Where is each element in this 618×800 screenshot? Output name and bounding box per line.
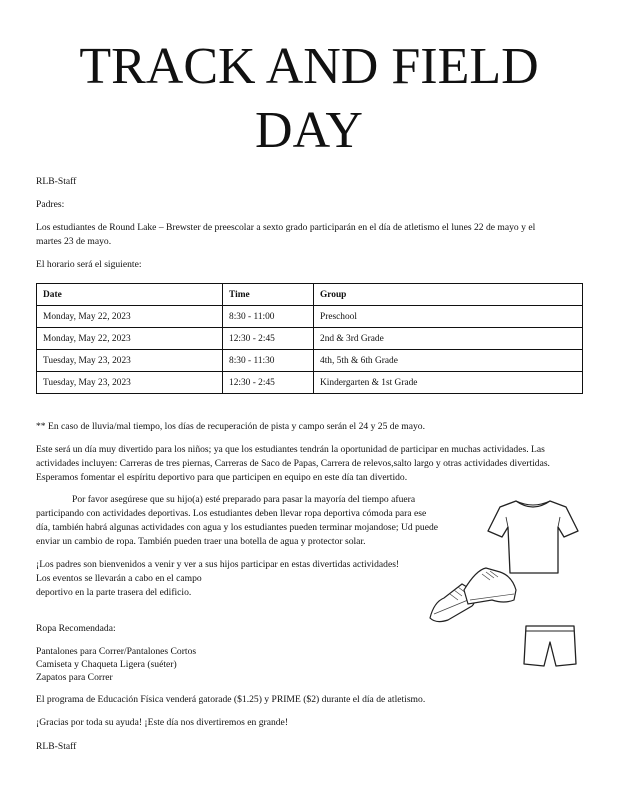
welcome-para-line-2: Los eventos se llevarán a cabo en el campo	[36, 573, 202, 584]
intro-line-2: martes 23 de mayo.	[36, 236, 112, 247]
cell-date: Monday, May 22, 2023	[37, 328, 223, 350]
clothing-item: Camiseta y Chaqueta Ligera (suéter)	[36, 659, 177, 670]
prepare-para-line-1: Por favor asegúrese que su hijo(a) esté preparado para pasar la mayoría del tiempo afuera	[72, 494, 416, 505]
rain-note: ** En caso de lluvia/mal tiempo, los días de recuperación de pista y campo serán el 24 y 25 de mayo.	[36, 421, 425, 432]
table-header-row	[37, 284, 583, 306]
table-row	[37, 306, 583, 328]
greeting: Padres:	[36, 199, 65, 210]
header-date: Date	[37, 284, 223, 306]
cell-time: 12:30 - 2:45	[223, 328, 314, 350]
schedule-table	[36, 283, 583, 394]
signature-top: RLB-Staff	[36, 176, 77, 187]
cell-group: Kindergarten & 1st Grade	[314, 372, 583, 394]
table-row	[37, 328, 583, 350]
prepare-para-line-3: día, también habrá algunas actividades con agua y los estudiantes pueden terminar mojandose; Ud puede	[36, 522, 439, 533]
clothing-item: Zapatos para Correr	[36, 672, 113, 683]
intro-line-1: Los estudiantes de Round Lake – Brewster de preescolar a sexto grado participarán en el día de atletismo el lunes 22 de mayo y el	[36, 222, 536, 233]
cell-group: 4th, 5th & 6th Grade	[314, 350, 583, 372]
fun-para-line-3: Esperamos fomentar el espíritu deportivo para que participen en equipo en este día tan divertido.	[36, 472, 408, 483]
fun-para-line-1: Este será un día muy divertido para los niños; ya que los estudiantes tendrán la oportunidad de participar en muchas actividades. Las	[36, 444, 545, 455]
table-row	[37, 372, 583, 394]
prepare-para-line-4: enviar un cambio de ropa. También pueden traer una botella de agua y protector solar.	[36, 536, 366, 547]
table-row	[37, 350, 583, 372]
header-time: Time	[223, 284, 314, 306]
header-group: Group	[314, 284, 583, 306]
cell-time: 12:30 - 2:45	[223, 372, 314, 394]
cell-group: 2nd & 3rd Grade	[314, 328, 583, 350]
page-title-line1: TRACK AND FIELD	[79, 38, 539, 95]
cell-time: 8:30 - 11:30	[223, 350, 314, 372]
welcome-para-line-1: ¡Los padres son bienvenidos a venir y ver a sus hijos participar en estas divertidas actividades!	[36, 559, 400, 570]
cell-group: Preschool	[314, 306, 583, 328]
cell-date: Tuesday, May 23, 2023	[37, 372, 223, 394]
shorts-illustration	[522, 622, 578, 670]
clothing-heading: Ropa Recomendada:	[36, 623, 116, 634]
cell-time: 8:30 - 11:00	[223, 306, 314, 328]
page-title-line2: DAY	[255, 102, 363, 159]
thanks-note: ¡Gracias por toda su ayuda! ¡Este día nos divertiremos en grande!	[36, 717, 289, 728]
cell-date: Monday, May 22, 2023	[37, 306, 223, 328]
cell-date: Tuesday, May 23, 2023	[37, 350, 223, 372]
prepare-para-line-2: participando con actividades deportivas. Los estudiantes deben llevar ropa deportiva cómoda para ese	[36, 508, 427, 519]
pe-note: El programa de Educación Física venderá gatorade ($1.25) y PRIME ($2) durante el día de atletismo.	[36, 694, 426, 705]
signature-bottom: RLB-Staff	[36, 741, 77, 752]
sneakers-illustration	[428, 560, 522, 624]
fun-para-line-2: actividades incluyen: Carreras de tres piernas, Carreras de Saco de Papas, Carrera de relevos,salto largo y otras actividades divertidas.	[36, 458, 550, 469]
schedule-intro: El horario será el siguiente:	[36, 259, 142, 270]
welcome-para-line-3: deportivo en la parte trasera del edificio.	[36, 587, 192, 598]
clothing-item: Pantalones para Correr/Pantalones Cortos	[36, 646, 197, 657]
